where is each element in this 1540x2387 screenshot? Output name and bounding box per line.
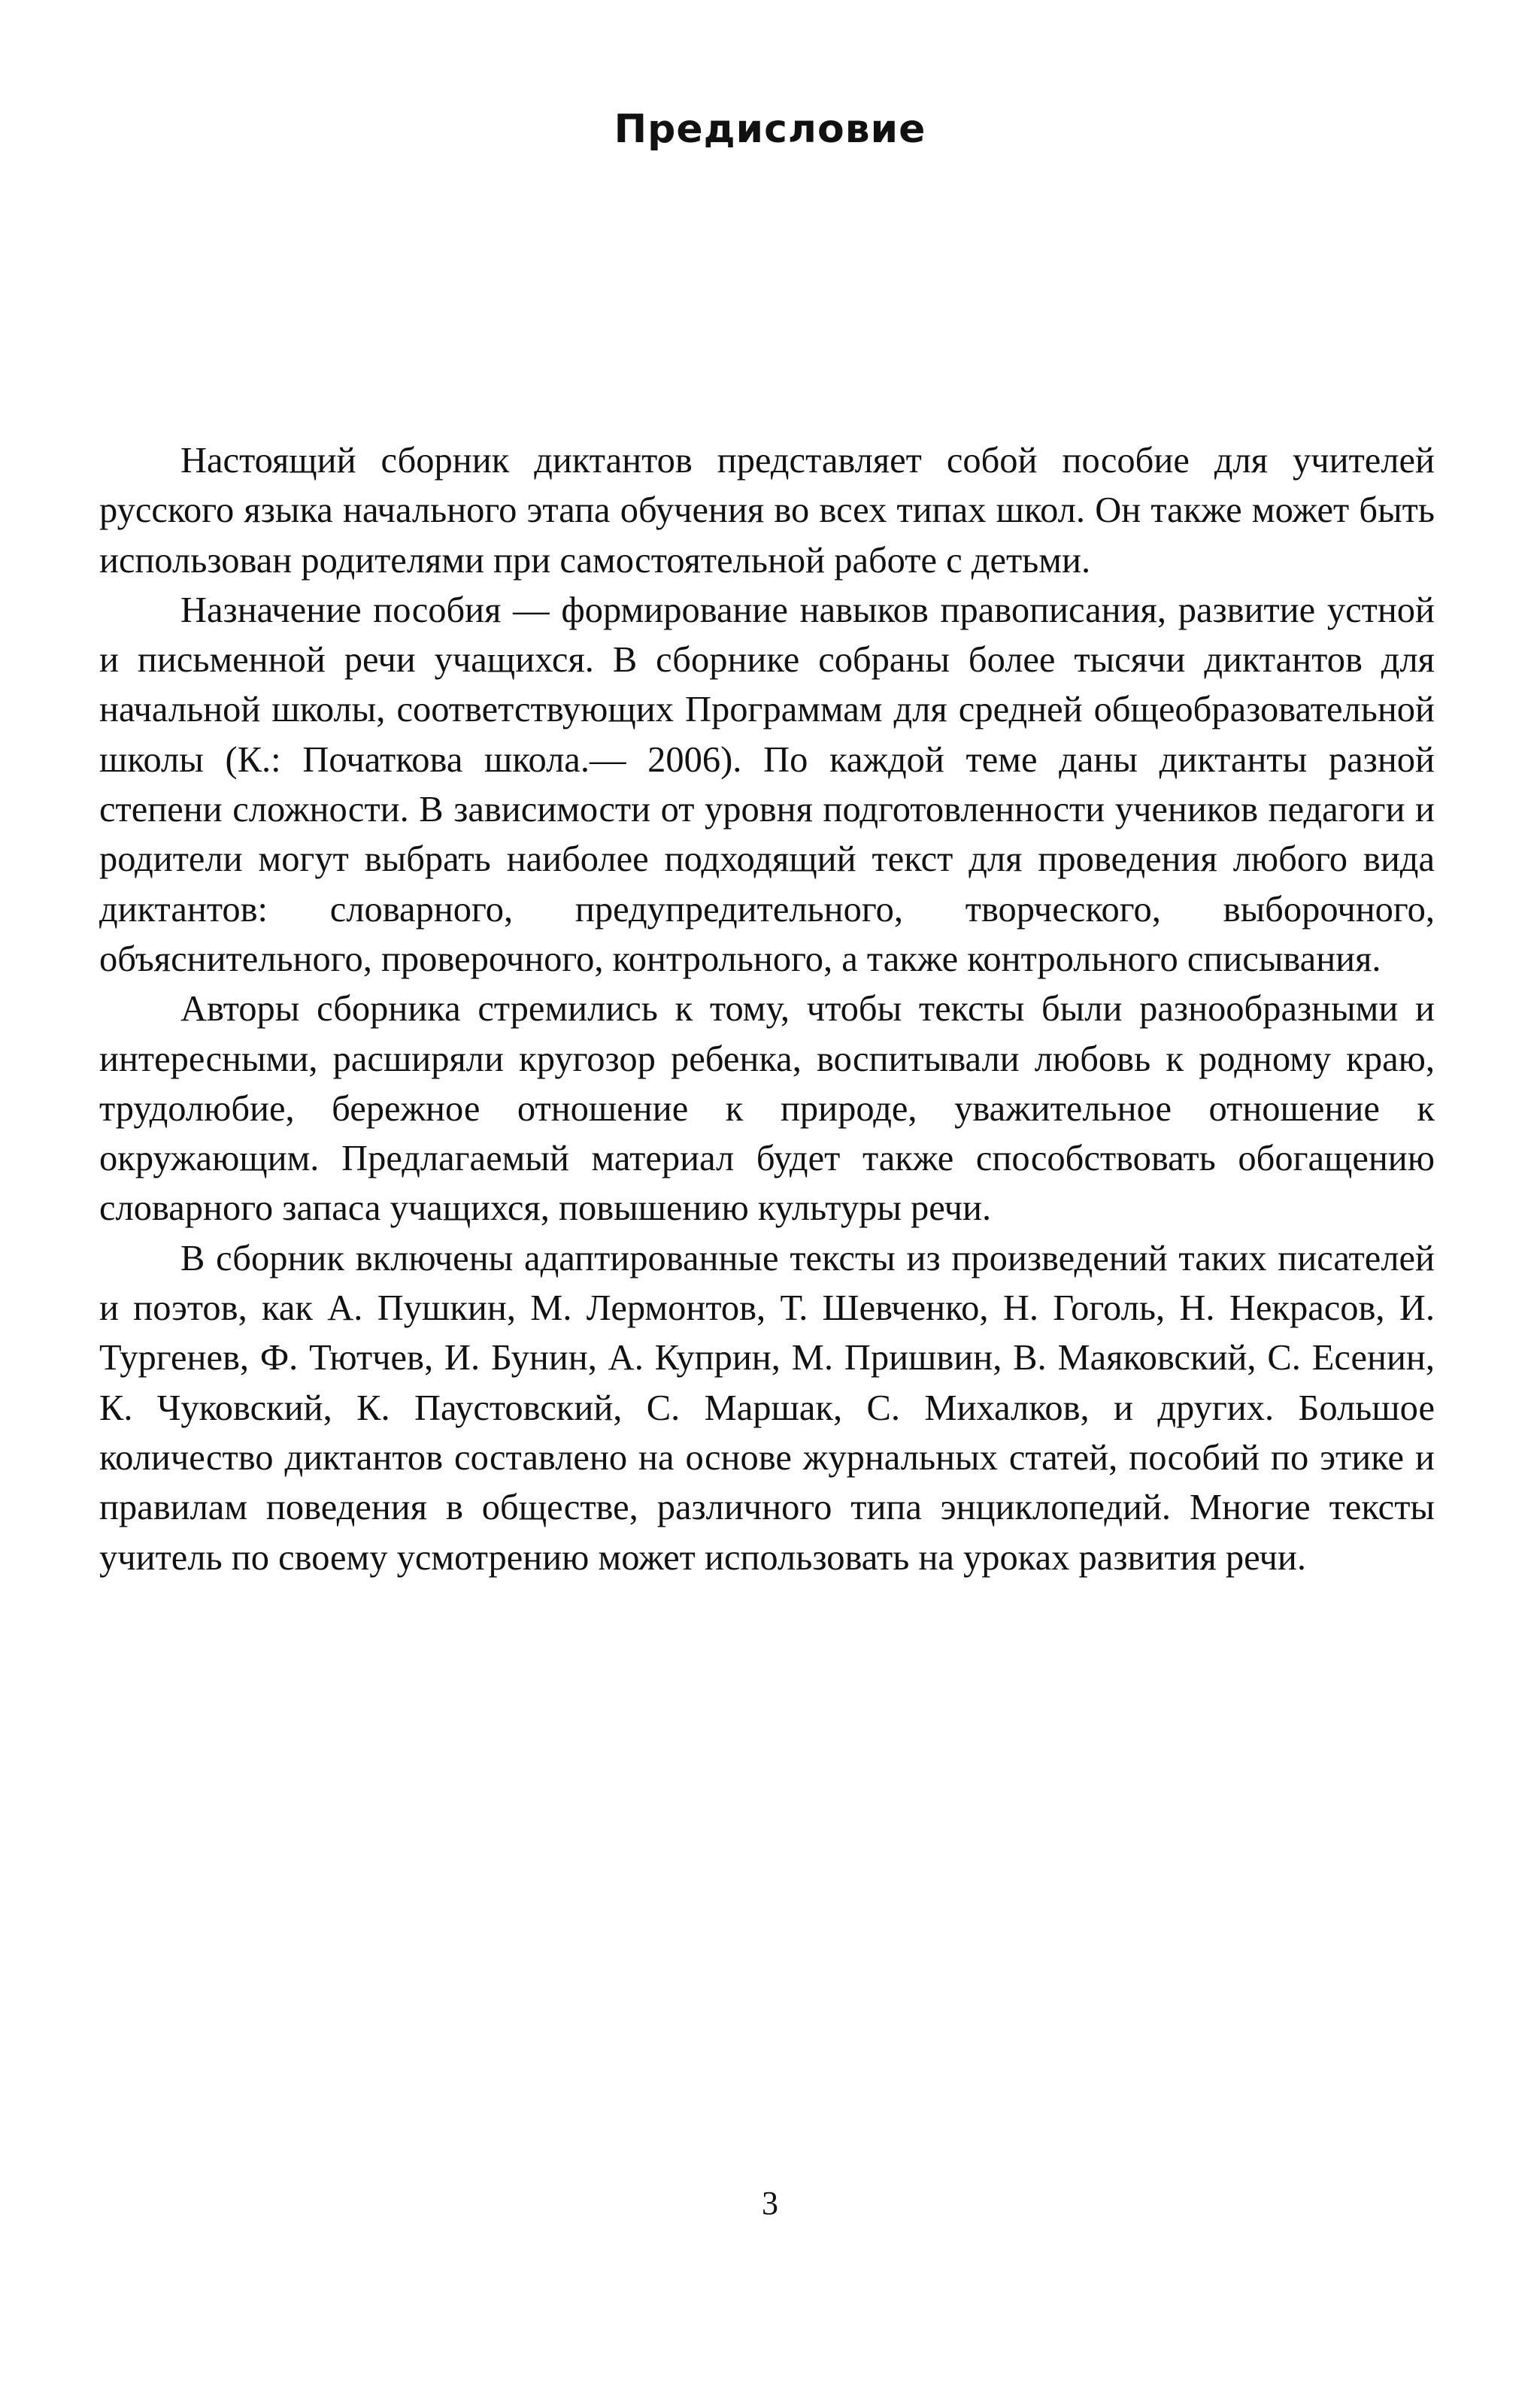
page-number: 3	[762, 2185, 778, 2222]
paragraph-purpose: Настоящий сборник диктантов представляет собой пособие для учителей русского языка начального этапа обучения во всех типах школ. Он также может быть использован родителями при самостоятельной работе с детьми.	[99, 441, 1435, 581]
preface-body	[99, 436, 1435, 1583]
paragraph-authors-aims: Авторы сборника стремились к тому, чтобы тексты были разнообразными и интересными, расширяли кругозор ребенка, воспитывали любовь к родному краю, трудолюбие, бережное отношение к природе, уважительное отношение к окружающим. Предлагаемый материал будет также способствовать обогащению словарного запаса учащихся, повышению культуры речи.	[99, 989, 1435, 1229]
paragraph-goals: Назначение пособия — формирование навыков правописания, развитие устной и письменной речи учащихся. В сборнике собраны более тысячи диктантов для начальной школы, соответствующих Программам для средней общеобразовательной школы (К.: Початкова школа.— 2006). По каждой теме даны диктанты разной степени сложности. В зависимости от уровня подготовленности учеников педагоги и родители могут выбрать наиболее подходящий текст для проведения любого вида диктантов: словарного, предупредительного, творческого, выборочного, объяснительного, проверочного, контрольного, а также контрольного списывания.	[99, 590, 1435, 979]
page-title: Предисловие	[614, 107, 926, 152]
paragraph-sources: В сборник включены адаптированные тексты из произведений таких писателей и поэтов, как А. Пушкин, М. Лермонтов, Т. Шевченко, Н. Гоголь, Н. Некрасов, И. Тургенев, Ф. Тютчев, И. Бунин, А. Куприн, М. Пришвин, В. Маяковский, С. Есенин, К. Чуковский, К. Паустовский, С. Маршак, С. Михалков, и других. Большое количество диктантов составлено на основе журнальных статей, пособий по этике и правилам поведения в обществе, различного типа энциклопедий. Многие тексты учитель по своему усмотрению может использовать на уроках развития речи.	[99, 1238, 1435, 1578]
